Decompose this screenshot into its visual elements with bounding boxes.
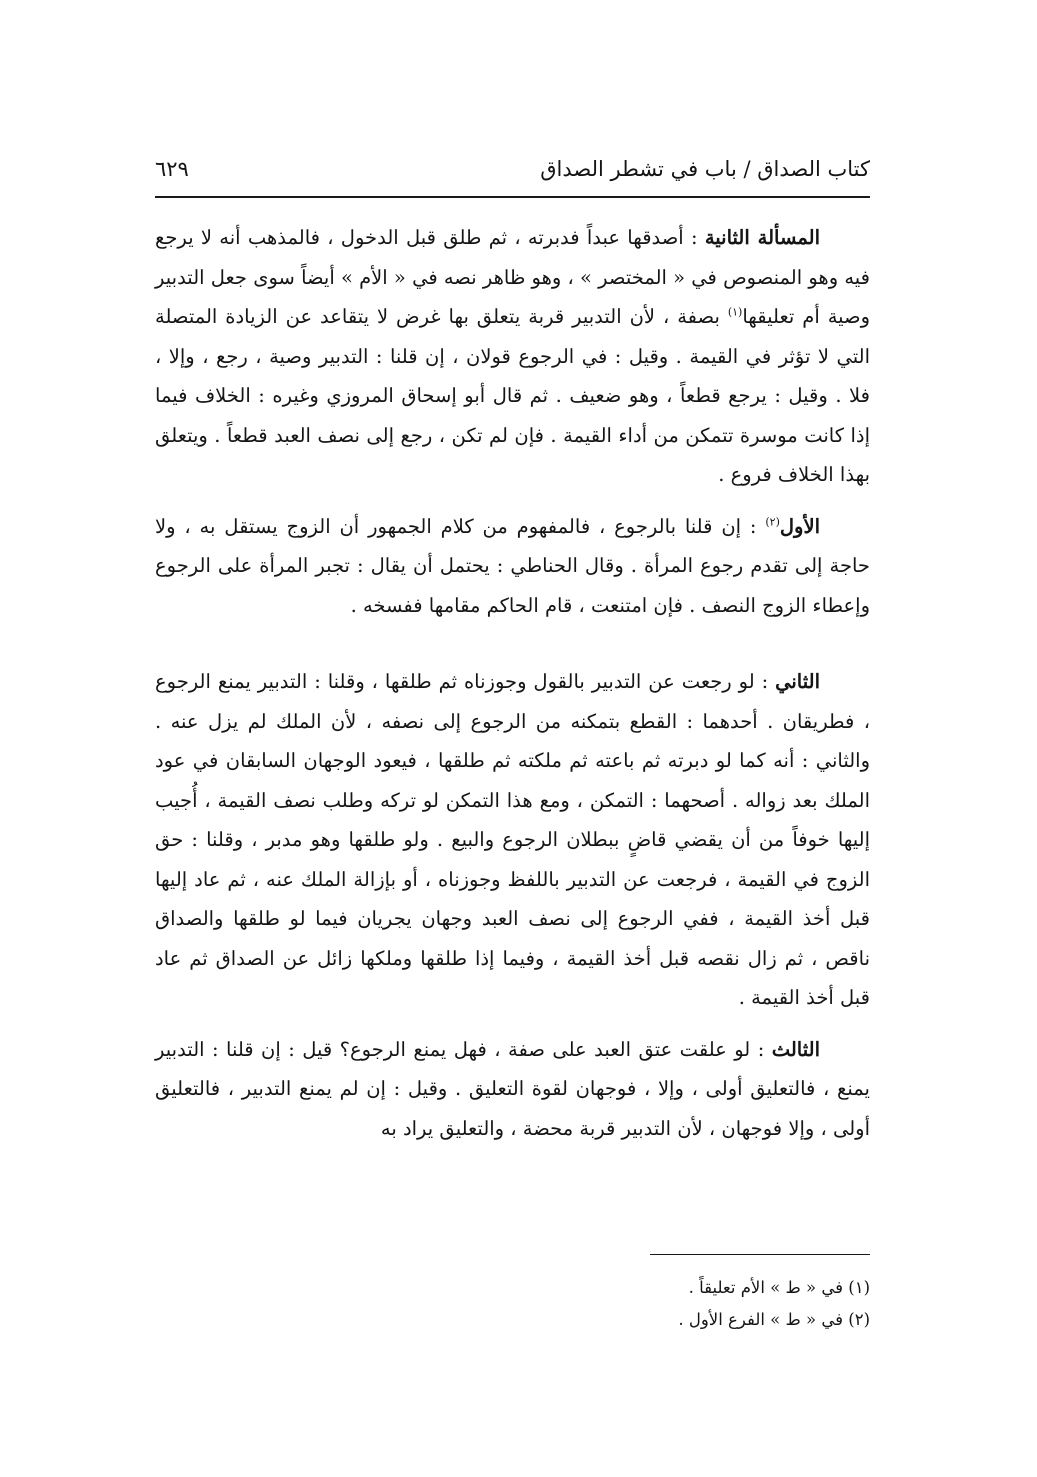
paragraph-text: : لو رجعت عن التدبير بالقول وجوزناه ثم طلقها ، وقلنا : التدبير يمنع الرجوع ، فطريقان . أحدهما : القطع بتمكنه من الرجوع إلى نصفه ، لأن الملك لم يزل عنه . والثاني : أنه كما لو دبرته ثم باعته ثم ملكته ثم طلقها ، فيعود الوجهان السابقان في عود الملك بعد زواله . أصحهما : التمكن ، ومع هذا التمكن لو تركه وطلب نصف القيمة ، أُجيب إليها خوفاً من أن يقضي قاضٍ ببطلان الرجوع والبيع . ولو طلقها وهو مدبر ، وقلنا : حق الزوج في القيمة ، فرجعت عن التدبير باللفظ وجوزناه ، أو بإزالة الملك عنه ، ثم عاد إليها قبل أخذ القيمة ، ففي الرجوع إلى نصف العبد وجهان يجريان فيما لو طلقها والصداق ناقص ، ثم زال نقصه قبل أخذ القيمة ، وفيما إذا طلقها وملكها زائل عن الصداق ثم عاد قبل أخذ القيمة . <box>155 670 870 1009</box>
paragraph-first-branch <box>155 507 870 626</box>
paragraph-heading: المسألة الثانية <box>704 226 821 249</box>
footnotes <box>155 1272 870 1336</box>
page-header <box>155 155 870 191</box>
main-text <box>155 218 870 1148</box>
footnote-2: (٢) في « ط » الفرع الأول . <box>678 1310 870 1329</box>
footnote-marker: (٢) <box>765 515 780 528</box>
paragraph-third-branch <box>155 1030 870 1149</box>
paragraph-second-branch <box>155 662 870 1018</box>
paragraph-text-continued: بصفة ، لأن التدبير قربة يتعلق بها غرض لا يتقاعد عن الزيادة المتصلة التي لا تؤثر في القيمة . وقيل : في الرجوع قولان ، إن قلنا : التدبير وصية ، رجع ، وإلا ، فلا . وقيل : يرجع قطعاً ، وهو ضعيف . ثم قال أبو إسحاق المروزي وغيره : الخلاف فيما إذا كانت موسرة تتمكن من أداء القيمة . فإن لم تكن ، رجع إلى نصف العبد قطعاً . ويتعلق بهذا الخلاف فروع . <box>155 305 870 486</box>
footnote-divider <box>650 1254 870 1255</box>
header-divider <box>155 196 870 198</box>
paragraph-heading: الثاني <box>775 670 820 693</box>
paragraph-heading: الأول <box>779 514 820 538</box>
footnote-1: (١) في « ط » الأم تعليقاً . <box>688 1278 870 1297</box>
paragraph-heading: الثالث <box>771 1037 820 1061</box>
paragraph-text: : أصدقها عبداً فدبرته ، ثم طلق قبل الدخول ، فالمذهب أنه لا يرجع فيه وهو المنصوص في « المختصر » ، وهو ظاهر نصه في « الأم » أيضاً سوى جعل التدبير وصية أم تعليقها <box>155 226 871 328</box>
running-title: كتاب الصداق / باب في تشطر الصداق <box>540 157 870 181</box>
paragraph-text: : إن قلنا بالرجوع ، فالمفهوم من كلام الجمهور أن الزوج يستقل به ، ولا حاجة إلى تقدم رجوع المرأة . وقال الحناطي : يحتمل أن يقال : تجبر المرأة على الرجوع وإعطاء الزوج النصف . فإن امتنعت ، قام الحاكم مقامها ففسخه . <box>155 514 870 617</box>
page-number: ٦٢٩ <box>155 157 189 181</box>
footnote-marker: (١) <box>727 305 743 319</box>
paragraph-second-issue <box>155 218 870 495</box>
paragraph-text: : لو علقت عتق العبد على صفة ، فهل يمنع الرجوع؟ قيل : إن قلنا : التدبير يمنع ، فالتعليق أولى ، وإلا ، فوجهان لقوة التعليق . وقيل : إن لم يمنع التدبير ، فالتعليق أولى ، وإلا فوجهان ، لأن التدبير قربة محضة ، والتعليق يراد به <box>155 1037 870 1140</box>
